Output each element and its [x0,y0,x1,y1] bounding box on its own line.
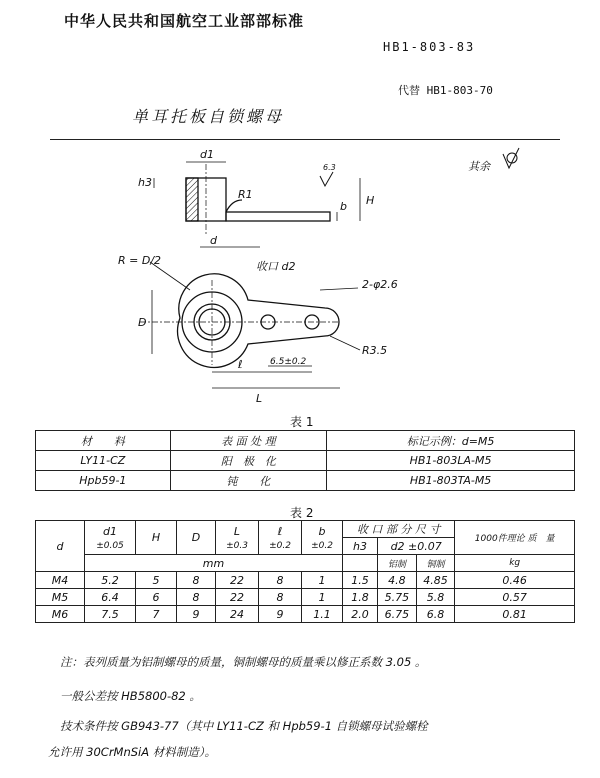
table-cell: D [177,521,216,555]
table-cell: 铜制 [416,555,455,572]
table-cell: 7 [136,606,177,623]
table-cell: 24 [216,606,259,623]
roughness-value: 6.3 [323,163,336,172]
page-title: 单耳托板自锁螺母 [132,107,285,126]
dim-r35: R3.5 [362,344,388,357]
dim-l: ℓ [238,358,243,371]
table-cell: 1 [302,572,343,589]
standard-number: HB1-803-83 [383,40,476,54]
table-2 [35,520,575,623]
table-row [36,606,575,623]
part-drawing [0,140,600,410]
table-row [36,471,575,491]
table1-caption: 表 1 [290,415,314,429]
table-cell: 4.85 [416,572,455,589]
dim-r: R = D/2 [118,254,162,267]
table-row [36,431,575,451]
t1-header: 材 料 [36,431,171,451]
table-cell: LY11-CZ [36,451,171,471]
table-cell: ℓ ±0.2 [259,521,302,555]
dim-b: b [340,200,347,213]
table-cell: 阳 极 化 [170,451,326,471]
table-cell: 1.8 [343,589,378,606]
table-cell: M5 [36,589,85,606]
table-cell: 22 [216,572,259,589]
t1-header: 标记示例：d=M5 [327,431,575,451]
dim-holes: 2-φ2.6 [362,278,398,291]
table-cell: 0.57 [455,589,575,606]
table-cell: 1.5 [343,572,378,589]
note-3: 技术条件按 GB943-77（其中 LY11-CZ 和 Hpb59-1 自锁螺母试验螺栓 [60,719,428,733]
dim-big-l: L [256,392,263,405]
table-cell: 22 [216,589,259,606]
table-cell: HB1-803LA-M5 [327,451,575,471]
table-cell [343,555,378,572]
table-cell: 1000件理论 质 量 [455,521,575,555]
table-cell: d [36,521,85,572]
table-1 [35,430,575,491]
dim-big-d: D [138,316,147,329]
table-cell: mm [85,555,343,572]
table-cell: 7.5 [85,606,136,623]
table-cell: 1.1 [302,606,343,623]
roughness-label: 其余 [468,160,490,173]
table-cell: 6.4 [85,589,136,606]
table-cell: 5.2 [85,572,136,589]
table-cell: M4 [36,572,85,589]
table-row [36,521,575,538]
table2-caption: 表 2 [290,506,314,520]
table-cell: 收 口 部 分 尺 寸 [343,521,455,538]
dim-h3: h3 [138,176,152,189]
note-4: 允许用 30CrMnSiA 材料制造）。 [48,745,217,759]
dim-r1: R1 [238,188,253,201]
table-row [36,451,575,471]
nut-section-hatch [186,178,198,221]
dim-d: d [210,234,217,247]
note-2: 一般公差按 HB5800-82 。 [60,689,201,703]
table-cell: 1 [302,589,343,606]
table-cell: HB1-803TA-M5 [327,471,575,491]
table-cell: 5.75 [378,589,417,606]
table-cell: 钝 化 [170,471,326,491]
table-cell: 5 [136,572,177,589]
note-1: 注：表列质量为铝制螺母的质量，铜制螺母的质量乘以修正系数 3.05 。 [60,655,427,669]
plate-outline [178,274,339,368]
table-cell: 2.0 [343,606,378,623]
table-cell: 0.81 [455,606,575,623]
table-cell: Hpb59-1 [36,471,171,491]
table-cell: kg [455,555,575,572]
table-cell: h3 [343,538,378,555]
dim-spacing: 6.5±0.2 [270,357,307,367]
dim-d2: 收口 d2 [256,260,296,273]
table-cell: b ±0.2 [302,521,343,555]
table-cell: 4.8 [378,572,417,589]
table-cell: d2 ±0.07 [378,538,455,555]
table-cell: 6 [136,589,177,606]
table-cell: 9 [259,606,302,623]
table-cell: 9 [177,606,216,623]
fillet-r1 [226,200,242,212]
table-cell: 0.46 [455,572,575,589]
table-cell: 8 [259,572,302,589]
table-cell: 6.8 [416,606,455,623]
standard-header: 中华人民共和国航空工业部部标准 [64,12,305,30]
table-cell: 8 [259,589,302,606]
replaces-note: 代替 HB1-803-70 [398,84,493,97]
table-row [36,589,575,606]
t1-header: 表 面 处 理 [170,431,326,451]
table-cell: 5.8 [416,589,455,606]
table-row [36,572,575,589]
table-cell: 8 [177,572,216,589]
dim-h: H [366,194,375,207]
table-cell: M6 [36,606,85,623]
table-cell: 8 [177,589,216,606]
table-cell: 6.75 [378,606,417,623]
table-row [36,555,575,572]
dim-d1: d1 [200,148,214,161]
table-cell: d1 ±0.05 [85,521,136,555]
table-cell: L ±0.3 [216,521,259,555]
ear-plate-side [226,212,330,221]
table-cell: H [136,521,177,555]
table-cell: 铝制 [378,555,417,572]
